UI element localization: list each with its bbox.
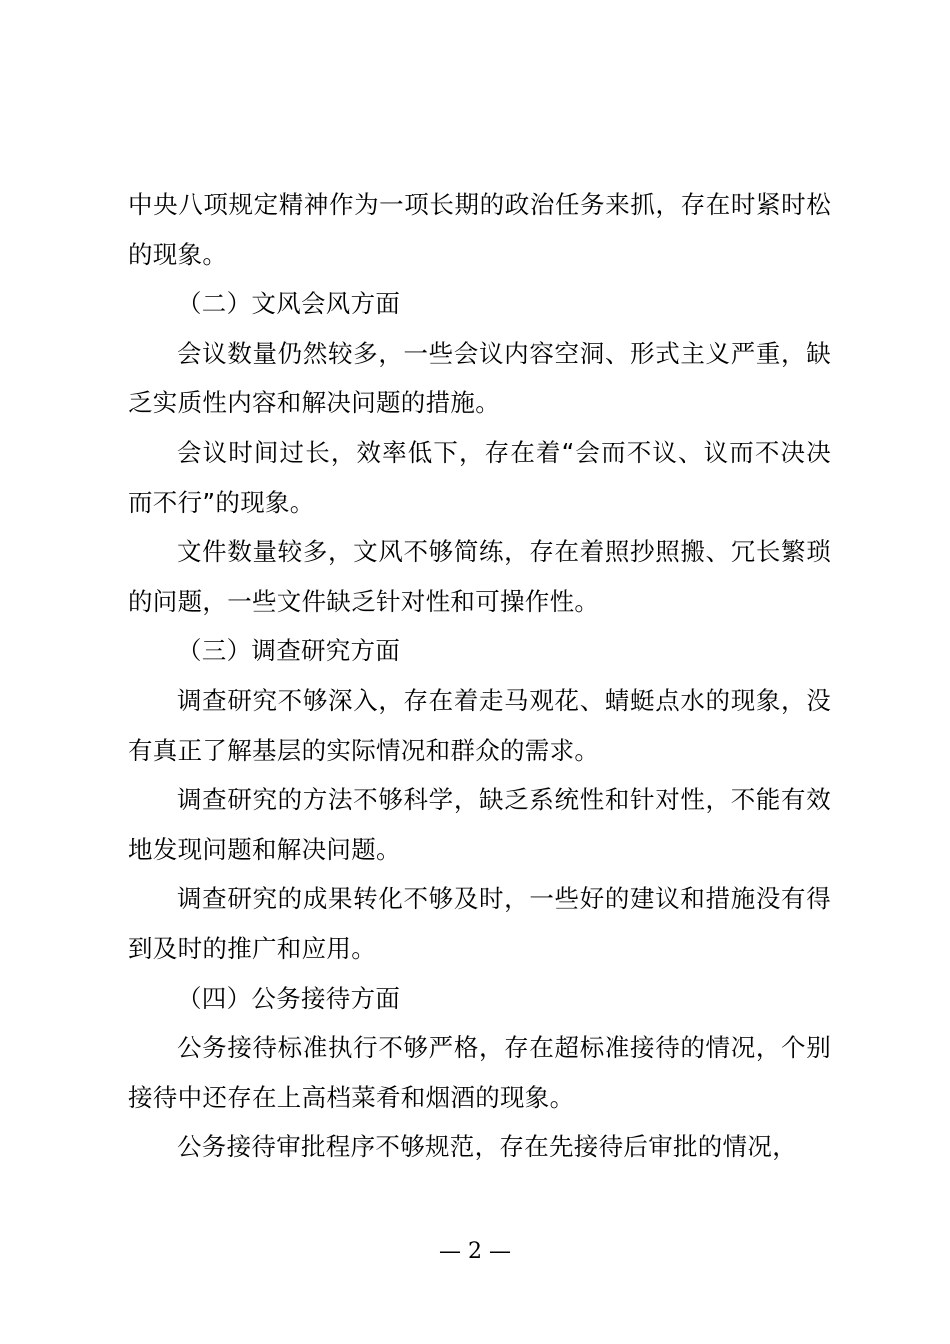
paragraph: 公务接待标准执行不够严格，存在超标准接待的情况，个别接待中还存在上高档菜肴和烟酒的现象。 xyxy=(128,1033,831,1112)
paragraph: 调查研究不够深入，存在着走马观花、蜻蜓点水的现象，没有真正了解基层的实际情况和群众的需求。 xyxy=(128,685,831,765)
paragraph: 文件数量较多，文风不够简练，存在着照抄照搬、冗长繁琐的问题，一些文件缺乏针对性和可操作性。 xyxy=(128,537,831,616)
paragraph: 会议时间过长，效率低下，存在着“会而不议、议而不决决而不行”的现象。 xyxy=(128,437,831,517)
page-number: — 2 — xyxy=(439,1239,511,1264)
document-body xyxy=(128,180,831,1172)
section-heading-reception: （四）公务接待方面 xyxy=(177,983,401,1013)
section-heading-research: （三）调查研究方面 xyxy=(177,636,401,666)
paragraph: 调查研究的成果转化不够及时，一些好的建议和措施没有得到及时的推广和应用。 xyxy=(128,884,831,963)
paragraph: 公务接待审批程序不够规范，存在先接待后审批的情况， xyxy=(177,1132,797,1162)
paragraph: 会议数量仍然较多，一些会议内容空洞、形式主义严重，缺乏实质性内容和解决问题的措施。 xyxy=(128,338,831,418)
section-heading-style: （二）文风会风方面 xyxy=(177,289,401,319)
paragraph: 调查研究的方法不够科学，缺乏系统性和针对性，不能有效地发现问题和解决问题。 xyxy=(128,785,831,864)
paragraph-continued: 中央八项规定精神作为一项长期的政治任务来抓，存在时紧时松的现象。 xyxy=(128,190,831,269)
